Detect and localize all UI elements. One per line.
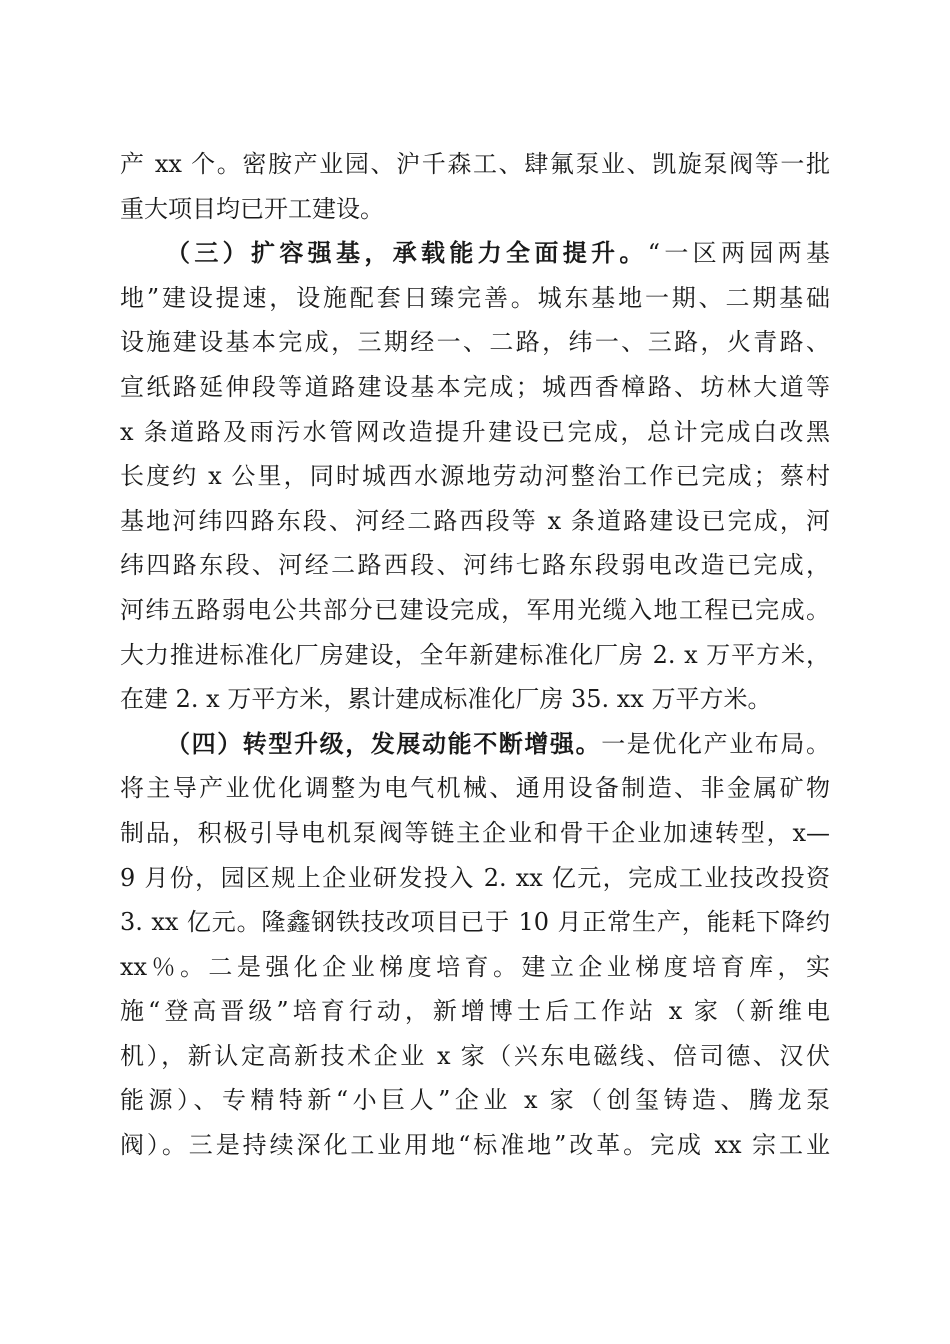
line-text: 能源）、专精特新“小巨人”企业 x 家（创玺铸造、腾龙泵 bbox=[120, 1086, 830, 1115]
line-text: 重大项目均已开工建设。 bbox=[120, 194, 384, 223]
line-text: 制品，积极引导电机泵阀等链主企业和骨干企业加速转型，x— bbox=[120, 818, 830, 847]
document-line bbox=[120, 1123, 830, 1168]
document-line bbox=[120, 454, 830, 499]
document-line bbox=[120, 231, 830, 276]
line-text: 一是优化产业布局。 bbox=[601, 729, 831, 758]
document-line bbox=[120, 1078, 830, 1123]
section-heading: （三）扩容强基，承载能力全面提升。 bbox=[166, 238, 648, 268]
document-line bbox=[120, 677, 830, 722]
document-line bbox=[120, 276, 830, 321]
line-text: 产 xx 个。密胺产业园、沪千森工、肆氟泵业、凯旋泵阀等一批 bbox=[120, 150, 830, 178]
line-text: 纬四路东段、河经二路西段、河纬七路东段弱电改造已完成， bbox=[120, 551, 830, 580]
document-line bbox=[120, 989, 830, 1034]
document-body bbox=[120, 142, 830, 1168]
document-line bbox=[120, 499, 830, 544]
line-text: 3. xx 亿元。隆鑫钢铁技改项目已于 10 月正常生产，能耗下降约 bbox=[120, 908, 830, 937]
document-line bbox=[120, 811, 830, 856]
document-line bbox=[120, 320, 830, 365]
line-text: 阀）。三是持续深化工业用地“标准地”改革。完成 xx 宗工业 bbox=[120, 1131, 830, 1160]
document-line bbox=[120, 633, 830, 678]
line-text: 机），新认定高新技术企业 x 家（兴东电磁线、倍司德、汉伏 bbox=[120, 1041, 830, 1070]
document-line bbox=[120, 856, 830, 901]
section-heading: （四）转型升级，发展动能不断增强。 bbox=[166, 728, 602, 758]
line-text: 将主导产业优化调整为电气机械、通用设备制造、非金属矿物 bbox=[120, 774, 830, 803]
document-line bbox=[120, 365, 830, 410]
line-text: x 条道路及雨污水管网改造提升建设已完成，总计完成白改黑 bbox=[120, 417, 830, 446]
line-text: “一区两园两基 bbox=[647, 239, 831, 268]
line-text: xx％。二是强化企业梯度培育。建立企业梯度培育库，实 bbox=[120, 952, 830, 981]
line-text: 基地河纬四路东段、河经二路西段等 x 条道路建设已完成，河 bbox=[120, 506, 830, 535]
document-line bbox=[120, 900, 830, 945]
document-line bbox=[120, 543, 830, 588]
document-line bbox=[120, 410, 830, 455]
document-line bbox=[120, 766, 830, 811]
line-text: 设施建设基本完成，三期经一、二路，纬一、三路，火青路、 bbox=[120, 328, 830, 357]
line-text: 长度约 x 公里，同时城西水源地劳动河整治工作已完成；蔡村 bbox=[120, 462, 830, 491]
document-line bbox=[120, 187, 830, 232]
document-line bbox=[120, 945, 830, 990]
line-text: 在建 2. x 万平方米，累计建成标准化厂房 35. xx 万平方米。 bbox=[120, 685, 772, 714]
line-text: 施“登高晋级”培育行动，新增博士后工作站 x 家（新维电 bbox=[120, 997, 830, 1026]
document-line bbox=[120, 142, 830, 187]
line-text: 地”建设提速，设施配套日臻完善。城东基地一期、二期基础 bbox=[120, 283, 830, 312]
line-text: 河纬五路弱电公共部分已建设完成，军用光缆入地工程已完成。 bbox=[120, 595, 830, 624]
line-text: 大力推进标准化厂房建设，全年新建标准化厂房 2. x 万平方米， bbox=[120, 640, 830, 669]
document-line bbox=[120, 588, 830, 633]
document-line bbox=[120, 1034, 830, 1079]
document-line bbox=[120, 722, 830, 767]
line-text: 宣纸路延伸段等道路建设基本完成；城西香樟路、坊林大道等 bbox=[120, 372, 830, 401]
line-text: 9 月份，园区规上企业研发投入 2. xx 亿元，完成工业技改投资 bbox=[120, 863, 830, 892]
